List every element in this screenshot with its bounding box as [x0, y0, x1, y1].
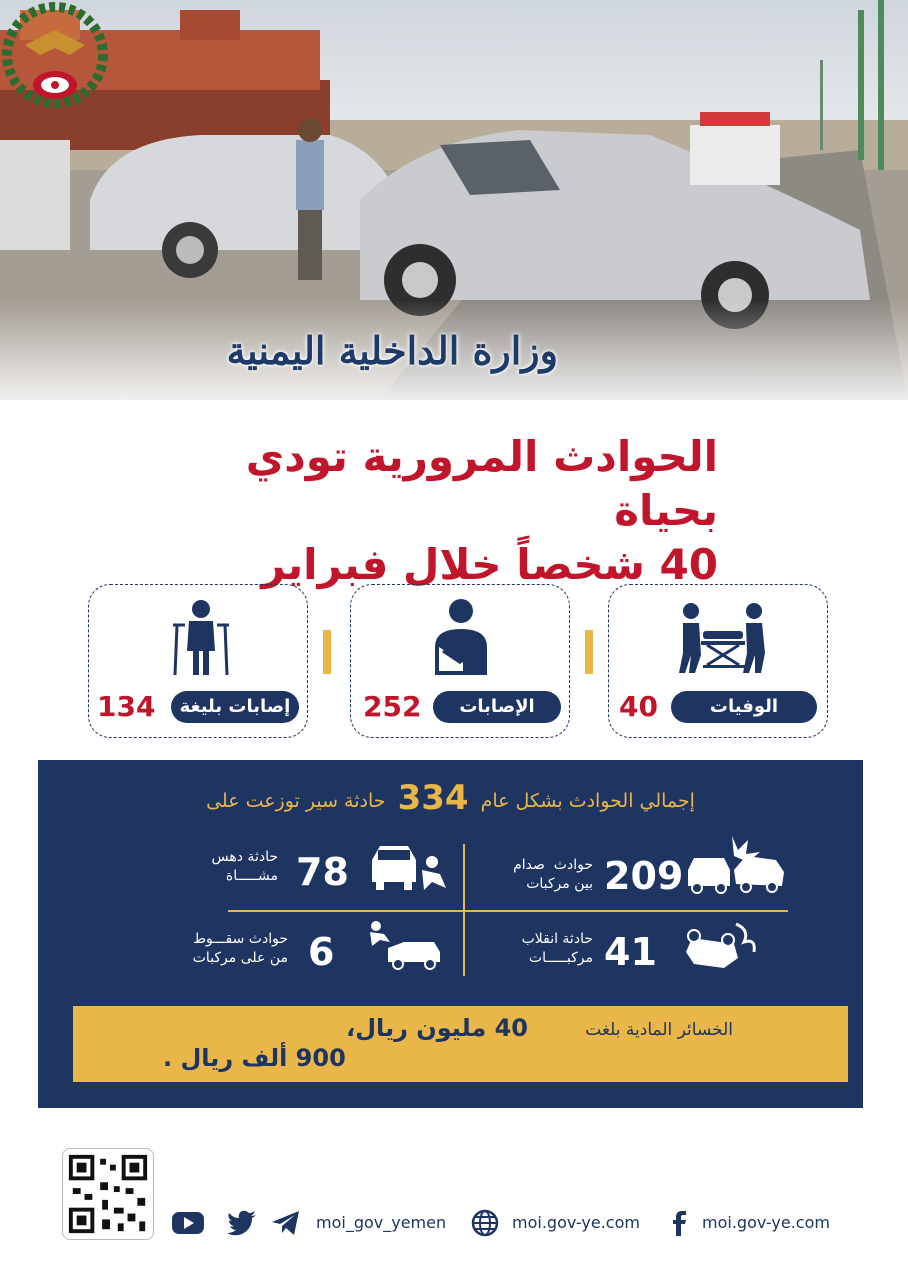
headline-line-2: 40 شخصاً خلال فبراير — [261, 540, 718, 589]
crutches-icon — [89, 595, 309, 685]
rollovers-text: حادثة انقلاب مركبـــــات — [521, 931, 593, 966]
collisions-text: حوادث صدام بين مركبات — [513, 857, 593, 892]
summary-total: 334 — [397, 778, 469, 818]
stretcher-icon — [609, 595, 829, 685]
pedestrians-text: حادثة دهس مشـــــاة — [211, 849, 278, 884]
fall-from-vehicle-icon — [364, 918, 444, 972]
card-injuries-label: الإصابات — [433, 691, 561, 723]
qr-code-icon[interactable] — [62, 1148, 154, 1240]
rollovers-value: 41 — [604, 930, 657, 974]
headline — [158, 430, 718, 592]
youtube-icon[interactable] — [170, 1208, 206, 1238]
card-deaths-label: الوفيات — [671, 691, 817, 723]
card-separator — [585, 630, 593, 674]
material-losses-box — [73, 1006, 848, 1082]
car-rollover-icon — [684, 918, 764, 972]
hero-photo — [0, 0, 908, 400]
ministry-emblem-icon — [0, 0, 110, 120]
pedestrians-value: 78 — [296, 850, 349, 894]
losses-label: الخسائر المادية بلغت — [585, 1020, 733, 1040]
facebook-link[interactable]: moi.gov-ye.com — [702, 1213, 830, 1232]
website-link[interactable]: moi.gov-ye.com — [512, 1213, 640, 1232]
twitter-icon[interactable] — [226, 1208, 258, 1238]
falls-text: حوادث سقـــوط من على مركبات — [192, 931, 288, 966]
headline-line-1: الحوادث المرورية تودي بحياة — [245, 432, 718, 535]
card-deaths — [608, 584, 828, 738]
card-separator — [323, 630, 331, 674]
card-injuries-value: 252 — [363, 690, 422, 723]
telegram-icon[interactable] — [270, 1208, 302, 1238]
car-collision-icon — [684, 830, 790, 896]
summary-prefix: إجمالي الحوادث بشكل عام — [480, 790, 695, 812]
card-severe-injuries-label: إصابات بليغة — [171, 691, 299, 723]
accidents-summary-panel — [38, 760, 863, 1108]
ministry-logo-text: وزارة الداخلية اليمنية — [226, 328, 558, 373]
falls-value: 6 — [308, 930, 335, 974]
card-severe-injuries — [88, 584, 308, 738]
injured-arm-icon — [351, 595, 571, 685]
losses-amount-line-2: 900 ألف ريال . — [163, 1044, 346, 1072]
social-handle[interactable]: moi_gov_yemen — [316, 1213, 447, 1232]
losses-amount-line-1: 40 مليون ريال، — [346, 1014, 528, 1042]
card-severe-injuries-value: 134 — [97, 690, 156, 723]
grid-divider-horizontal — [228, 910, 788, 912]
card-injuries — [350, 584, 570, 738]
collisions-value: 209 — [604, 854, 684, 898]
pedestrian-hit-icon — [366, 836, 450, 896]
summary-suffix: حادثة سير توزعت على — [206, 790, 386, 812]
globe-icon — [470, 1208, 500, 1238]
summary-line — [78, 778, 823, 821]
card-deaths-value: 40 — [619, 690, 658, 723]
facebook-icon[interactable] — [668, 1208, 690, 1238]
